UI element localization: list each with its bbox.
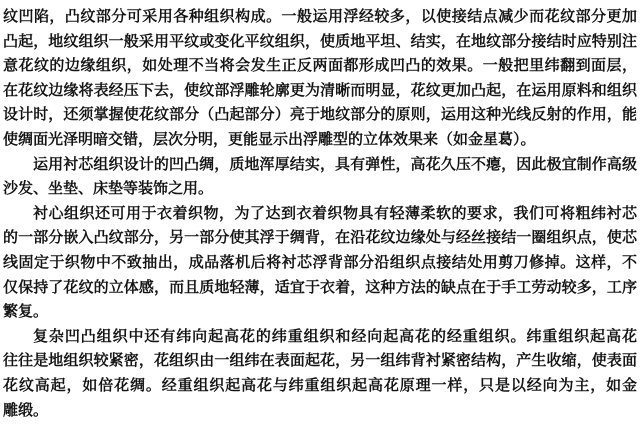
text-line: 的一部分嵌入凸纹部分，另一部分使其浮于绸背，在沿花纹边缘处与经丝接结一圈组织点，使芯 (3, 230, 637, 247)
text-line: 往往是地组织较紧密，花组织由一组纬在表面起花，另一组纬背衬紧密结构，产生收缩，使表面 (3, 353, 637, 370)
text-line: 意花纹的边缘组织，如处理不当将会发生正反两面都形成凹凸的效果。一般把里纬翻到面层， (3, 58, 637, 75)
body-text (3, 5, 637, 423)
text-line: 运用衬芯组织设计的凹凸绸，质地浑厚结实，具有弹性，高花久压不瘪，因此极宜制作高级 (33, 156, 637, 173)
text-line: 纹凹陷，凸纹部分可采用各种组织构成。一般运用浮经较多，以使接结点减少而花纹部分更加 (3, 9, 637, 25)
text-line: 沙发、坐垫、床垫等装饰之用。 (3, 181, 214, 198)
text-line: 凸起，地纹组织一般采用平纹或变化平纹组织，使质地平坦、结实，在地纹部分接结时应特别注 (3, 33, 637, 50)
text-line: 设计时，还须掌握使花纹部分（凸起部分）亮于地纹部分的原则，运用这种光线反射的作用，能 (3, 107, 637, 124)
text-line: 繁复。 (3, 304, 49, 321)
text-line: 雕缎。 (3, 402, 49, 419)
text-line: 衬心组织还可用于衣着织物，为了达到衣着织物具有轻薄柔软的要求，我们可将粗纬衬芯 (33, 205, 637, 222)
text-line: 仅保持了花纹的立体感，而且质地轻薄，适宜于衣着，这种方法的缺点在于手工劳动较多，工序 (3, 279, 637, 296)
text-line: 在花纹边缘将表经压下去，使纹部浮雕轮廓更为清晰而明显，花纹更加凸起，在运用原料和组织 (3, 82, 637, 99)
text-line: 使绸面光泽明暗交错，层次分明，更能显示出浮雕型的立体效果来（如金星葛）。 (3, 131, 536, 148)
text-line: 线固定于织物中不致抽出，成品落机后将衬芯浮背部分沿组织点接结处用剪刀修掉。这样，不 (3, 254, 637, 271)
text-line: 复杂凹凸组织中还有纬向起高花的纬重组织和经向起高花的经重组织。纬重组织起高花 (33, 328, 637, 345)
text-line: 花纹高起，如倍花绸。经重组织起高花与纬重组织起高花原理一样，只是以经向为主，如金 (3, 377, 637, 394)
